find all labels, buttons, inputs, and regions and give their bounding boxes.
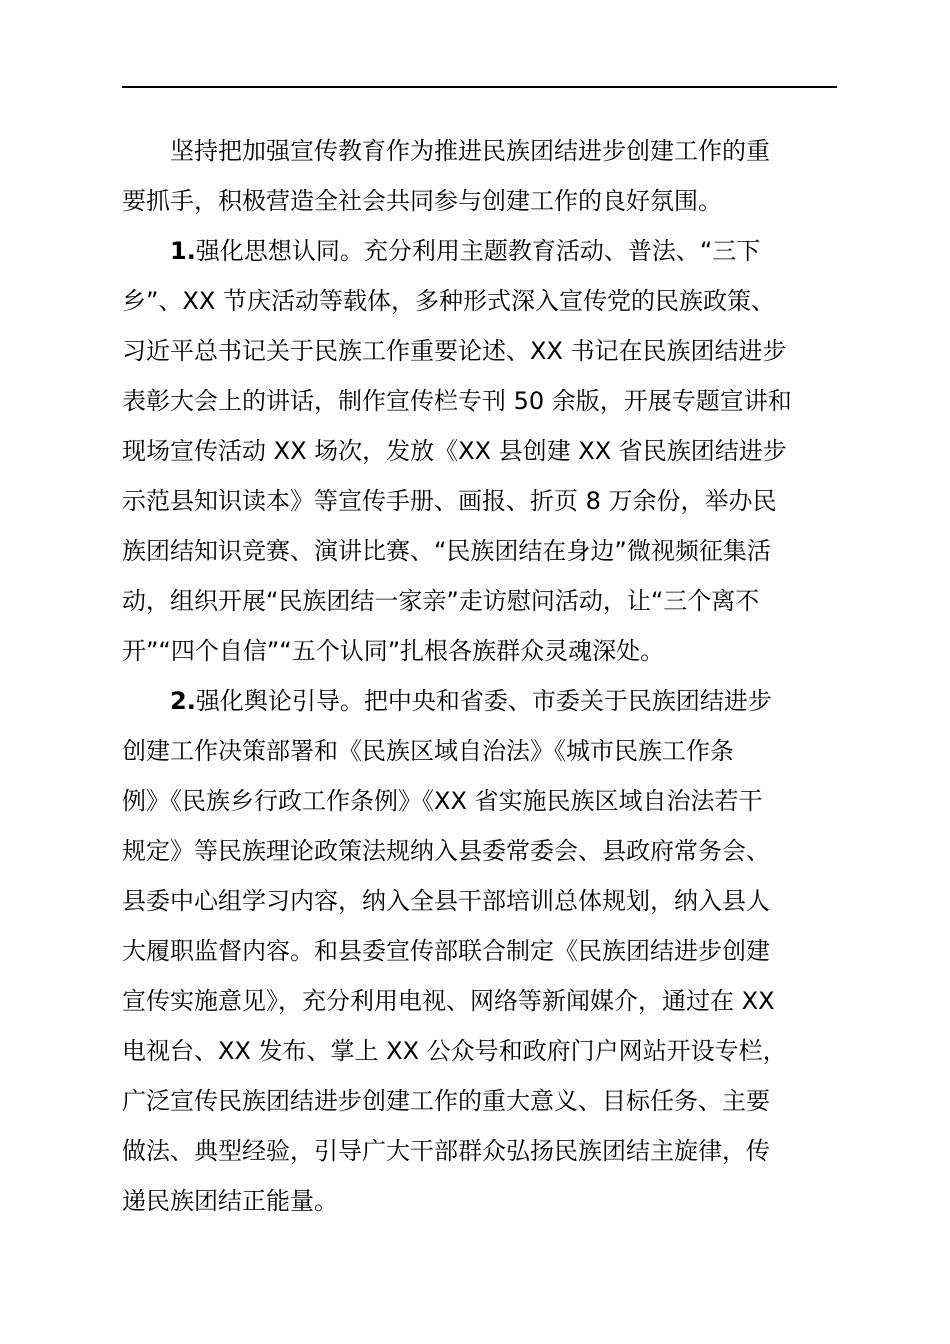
text-line: 广泛宣传民族团结进步创建工作的重大意义、目标任务、主要 [122, 1087, 770, 1115]
text-line: 规定》等民族理论政策法规纳入县委常委会、县政府常务会、 [122, 837, 770, 865]
text-line [122, 226, 837, 276]
text-line-content: 强化思想认同。充分利用主题教育活动、普法、“三下 [195, 237, 761, 265]
text-line-content: 强化舆论引导。把中央和省委、市委关于民族团结进步 [195, 687, 772, 715]
text-line: 做法、典型经验，引导广大干部群众弘扬民族团结主旋律，传 [122, 1137, 770, 1165]
section-number: 2. [170, 687, 196, 715]
text-line: 递民族团结正能量。 [122, 1187, 338, 1215]
section-number: 1. [170, 237, 196, 265]
text-line: 表彰大会上的讲话，制作宣传栏专刊 50 余版，开展专题宣讲和 [122, 387, 792, 415]
text-line: 大履职监督内容。和县委宣传部联合制定《民族团结进步创建 [122, 937, 770, 965]
document-body [122, 126, 837, 1226]
paragraph-intro [122, 126, 837, 226]
text-line: 宣传实施意见》，充分利用电视、网络等新闻媒介，通过在 XX [122, 987, 775, 1015]
text-line: 创建工作决策部署和《民族区域自治法》《城市民族工作条 [122, 737, 734, 765]
text-line: 坚持把加强宣传教育作为推进民族团结进步创建工作的重 [170, 137, 770, 165]
text-line: 习近平总书记关于民族工作重要论述、XX 书记在民族团结进步 [122, 337, 787, 365]
paragraph-thought-identity [122, 226, 837, 676]
paragraph-public-opinion [122, 676, 837, 1226]
header-rule [122, 86, 837, 88]
text-line: 乡”、XX 节庆活动等载体，多种形式深入宣传党的民族政策、 [122, 287, 775, 315]
text-line: 动，组织开展“民族团结一家亲”走访慰问活动，让“三个离不 [122, 587, 760, 615]
text-line: 开”“四个自信”“五个认同”扎根各族群众灵魂深处。 [122, 637, 665, 665]
text-line: 族团结知识竞赛、演讲比赛、“民族团结在身边”微视频征集活 [122, 537, 771, 565]
text-line: 县委中心组学习内容，纳入全县干部培训总体规划，纳入县人 [122, 887, 770, 915]
text-line [122, 676, 837, 726]
text-line: 现场宣传活动 XX 场次，发放《XX 县创建 XX 省民族团结进步 [122, 437, 787, 465]
text-line: 示范县知识读本》等宣传手册、画报、折页 8 万余份，举办民 [122, 487, 777, 515]
text-line: 例》《民族乡行政工作条例》《XX 省实施民族区域自治法若干 [122, 787, 763, 815]
text-line: 电视台、XX 发布、掌上 XX 公众号和政府门户网站开设专栏， [122, 1037, 787, 1065]
text-line: 要抓手，积极营造全社会共同参与创建工作的良好氛围。 [122, 187, 722, 215]
